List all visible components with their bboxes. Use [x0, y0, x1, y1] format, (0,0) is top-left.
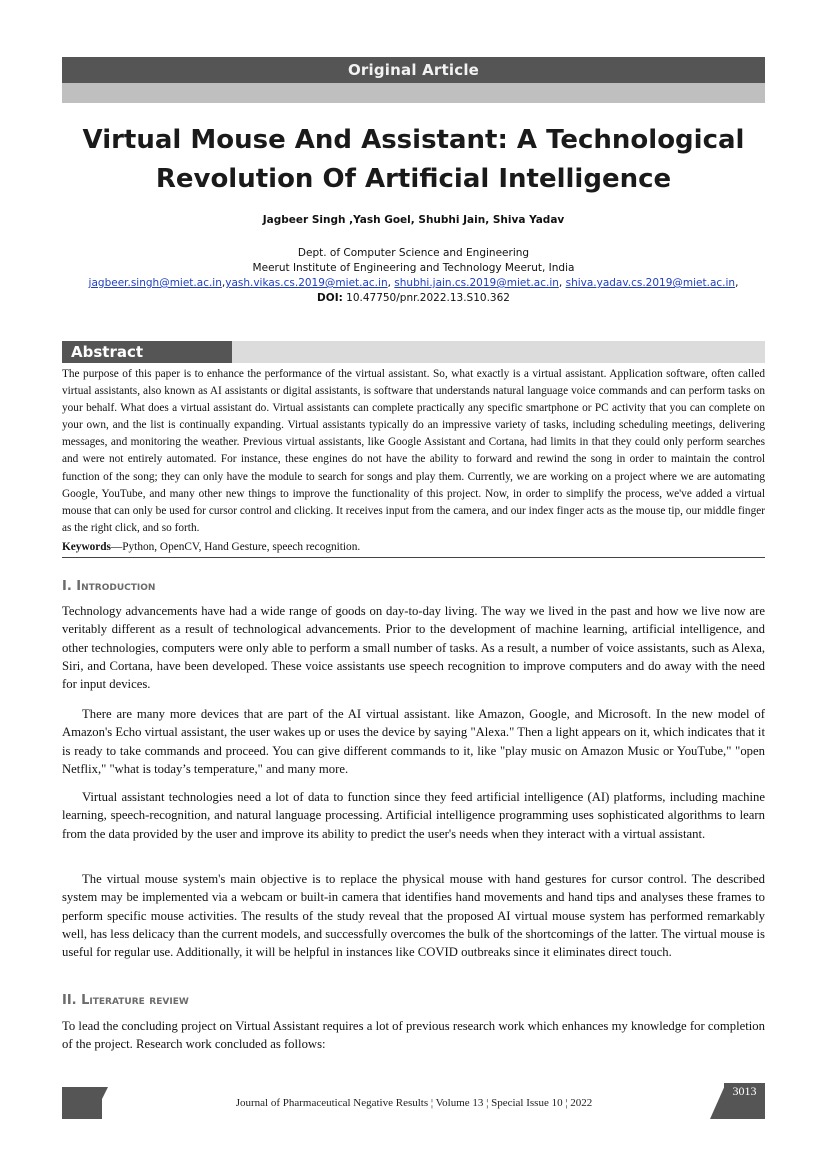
- abstract-heading: Abstract: [62, 341, 232, 363]
- email-link[interactable]: jagbeer.singh@miet.ac.in: [88, 277, 222, 289]
- literature-paragraph: To lead the concluding project on Virtual Assistant requires a lot of previous research work which enhances my knowledge for completion of the project. Research work concluded as follows:: [62, 1019, 765, 1052]
- page-footer: [62, 1084, 765, 1119]
- title-line-2: Revolution Of Artificial Intelligence: [155, 164, 672, 194]
- department: Dept. of Computer Science and Engineering: [297, 247, 530, 259]
- author-list: Jagbeer Singh ,Yash Goel, Shubhi Jain, Shiva Yadav: [262, 214, 565, 226]
- email-link[interactable]: shubhi.jain.cs.2019@miet.ac.in: [394, 277, 559, 289]
- email-link[interactable]: yash.vikas.cs.2019@miet.ac.in: [225, 277, 388, 289]
- institute: Meerut Institute of Engineering and Technology Meerut, India: [252, 262, 575, 274]
- footer-left-slant: [92, 1087, 108, 1119]
- email-separator: ,: [558, 277, 566, 289]
- banner-top-bar: [62, 57, 765, 83]
- page-number: 3013: [724, 1083, 765, 1119]
- abstract-header-bar: [62, 341, 765, 363]
- keywords-line: [62, 540, 765, 555]
- article-type-banner: [62, 57, 765, 103]
- section-divider: [62, 557, 765, 558]
- title-line-1: Virtual Mouse And Assistant: A Technological: [82, 125, 745, 155]
- literature-review-heading: II. Literature review: [62, 993, 189, 1008]
- intro-paragraph: There are many more devices that are part of the AI virtual assistant. like Amazon, Google, and Microsoft. In the new model of Amazon's Echo virtual assistant, the user wakes up or uses the device by saying "Alexa." Then a light appears on it, which indicates that it is ready to take commands and proceed. You can give different commands to it, like "play music on Amazon Music or YouTube," "open Netflix," "what is today’s temperature," and many more.: [62, 707, 765, 776]
- doi-value: 10.47750/pnr.2022.13.S10.362: [342, 292, 510, 304]
- email-list: [40, 276, 787, 291]
- journal-citation: Journal of Pharmaceutical Negative Results ¦ Volume 13 ¦ Special Issue 10 ¦ 2022: [108, 1087, 720, 1119]
- intro-paragraph: The virtual mouse system's main objective is to replace the physical mouse with hand gestures for cursor control. The described system may be implemented via a webcam or built-in camera that identifies hand movements and hand tips and analyses these frames to perform specific mouse activities. The results of the study reveal that the proposed AI virtual mouse system has performed remarkably well, has less delicacy than the current models, and successfully overcomes the bulk of the shortcomings of the latter. The virtual mouse is useful for regular use. Additionally, it will be helpful in instances like COVID outbreaks since it eliminates direct touch.: [62, 872, 765, 960]
- email-separator: ,: [387, 277, 395, 289]
- abstract-text: The purpose of this paper is to enhance the performance of the virtual assistant. So, what exactly is a virtual assistant. Application software, often called virtual assistants, also known as AI assistants or digital assistants, is software that understands natural language voice commands and can perform tasks on your behalf. What does a virtual assistant do. Virtual assistants can complete practically any specific smartphone or PC activity that you can complete on your own, and the list is continually expanding. Virtual assistants typically do an impressive variety of tasks, including scheduling meetings, delivering messages, and monitoring the weather. Previous virtual assistants, like Google Assistant and Cortana, had limits in that they could only perform searches and were not entirely automated. For instance, these engines do not have the ability to forward and rewind the song in order to maintain the control function of the song; they can only have the module to search for songs and play them. Currently, we are working on a project where we are automating Google, YouTube, and many other new things to improve the functionality of this project. Now, in order to simplify the process, we've added a virtual mouse that can only be used for cursor control and clicking. It receives input from the camera, and our index finger acts as the mouse tip, our middle finger as the right click, and so forth.: [62, 368, 765, 534]
- doi-label: DOI:: [317, 292, 343, 304]
- doi-line: [40, 291, 787, 306]
- intro-paragraph: Virtual assistant technologies need a lot of data to function since they feed artificial intelligence (AI) platforms, including machine learning, speech-recognition, and natural language processing. Artificial intelligence programming uses sophisticated algorithms to learn from the data provided by the user and improve its ability to predict the user's needs when they interact with a virtual assistant.: [62, 790, 765, 841]
- affiliation-block: [40, 246, 787, 306]
- article-type-label: Original Article: [347, 61, 480, 79]
- keywords-label: Keywords: [62, 541, 111, 553]
- keywords-text: —Python, OpenCV, Hand Gesture, speech recognition.: [110, 541, 361, 553]
- email-link[interactable]: shiva.yadav.cs.2019@miet.ac.in: [565, 277, 736, 289]
- email-separator: ,: [735, 277, 739, 289]
- email-separator: ,: [221, 277, 226, 289]
- paper-title: [40, 121, 787, 199]
- intro-paragraph: Technology advancements have had a wide range of goods on day-to-day living. The way we lived in the past and how we live now are veritably different as a result of technological advancements. Prior to the development of machine learning, artificial intelligence, and other technologies, computers were only able to perform a small number of tasks. As a result, a number of voice assistants, such as Alexa, Siri, and Cortana, have been developed. These voice assistants use speech recognition to improve computers and do away with the need for input devices.: [62, 604, 765, 692]
- introduction-heading: I. Introduction: [62, 579, 156, 594]
